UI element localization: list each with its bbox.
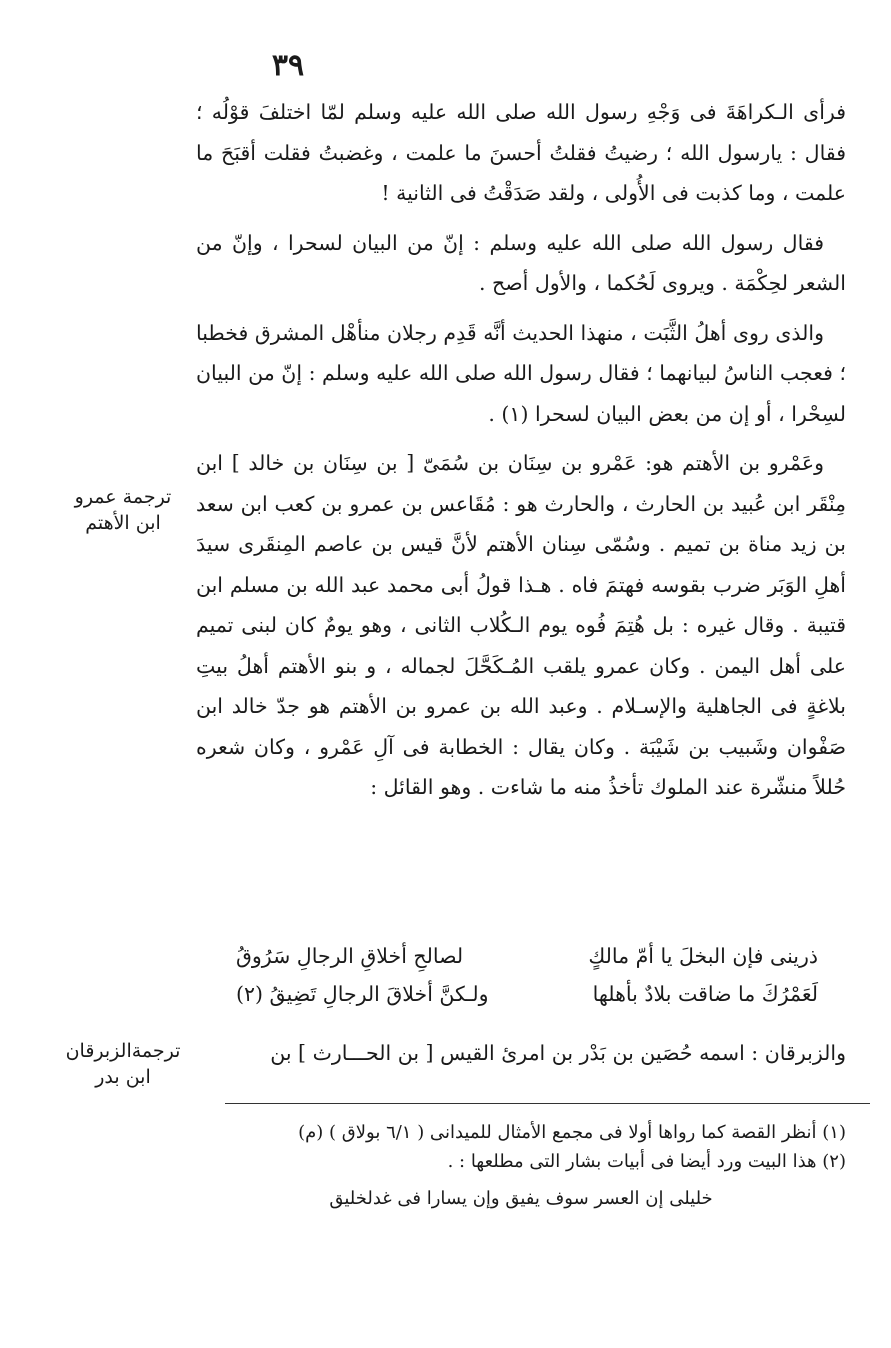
hemistich-second: ولـكنَّ أخلاقَ الرجالِ تَضِيقُ (٢): [236, 982, 489, 1006]
margin-note-zibriqan: [48, 1038, 198, 1090]
hemistich-first: لَعَمْرُكَ ما ضاقت بلادٌ بأهلها: [592, 982, 818, 1006]
paragraph-4: وعَمْرو بن الأهتم هو: عَمْرو بن سِنَان بن سُمَىّ [ بن سِنَان بن خالد ] ابن مِنْقَر ابن عُبيد بن الحارث ، والحارث هو : مُقَاعس بن عمرو بن كعب ابن سعد بن زيد مناة بن تميم . وسُمّى سِنان الأهتم لأنَّ قيس بن عاصم المِنقَرى سيدَ أهلِ الوَبَر ضرب بقوسه فهتمَ فاه . هـذا قولُ أبى محمد عبد الله بن مسلم ابن قتيبة . وقال غيره : بل هُتِمَ فُوه يوم الـكُلاب الثانى ، وهو يومٌ كان لبنى تميم على أهل اليمن . وكان عمرو يلقب المُـكَحَّلَ لجماله ، و بنو الأهتم أهلُ بيتِ بلاغةٍ فى الجاهلية والإسـلام . وعبد الله بن عمرو بن الأهتم هو جدّ خالد ابن صَفْوان وشَبيب بن شَيْبَة . وكان يقال : الخطابة فى آلِ عَمْرو ، وكان شعره حُللاً منشّرة عند الملوك تأخذُ منه ما شاءت . وهو القائل :: [196, 451, 846, 799]
paragraph-zibriqan: والزبرقان : اسمه حُصَين بن بَدْر بن امرئ القيس [ بن الحـــارث ] بن: [270, 1041, 846, 1065]
margin-note-line: ترجمة عمرو: [74, 486, 172, 508]
margin-note-line: ترجمةالزبرقان: [65, 1040, 181, 1062]
margin-note-line: ابن بدر: [95, 1066, 151, 1088]
hemistich-first: ذرينى فإن البخلَ يا أمّ مالكٍ: [588, 944, 818, 968]
footnote-2-verse: خليلى إن العسر سوف يفيق وإن يسارا فى غدلخليق: [329, 1188, 713, 1209]
paragraph-1: فرأى الـكراهَةَ فى وَجْهِ رسول الله صلى الله عليه وسلم لمّا اختلفَ قوْلُه ؛ فقال : يارسول الله ؛ رضيتُ فقلتُ أحسنَ ما علمت ، وغضبتُ فقلت أقبَحَ ما علمت ، وما كذبت فى الأُولى ، ولقد صَدَقْتُ فى الثانية !: [196, 100, 846, 205]
page-number: ٣٩: [271, 48, 305, 83]
poem: [196, 937, 846, 1013]
footnotes: [196, 1118, 846, 1213]
footnote-divider: [225, 1103, 870, 1104]
footnote-1: (١) أنظر القصة كما رواها أولا فى مجمع الأمثال للميدانى ( ٦/١ بولاق ) (م): [298, 1122, 846, 1143]
margin-note-amr: [48, 484, 198, 536]
poem-verse-2: [196, 975, 846, 1013]
paragraph-2: فقال رسول الله صلى الله عليه وسلم : إنّ من البيان لسحرا ، وإنّ من الشعر لحِكْمَة . ويروى لَحُكما ، والأول أصح .: [196, 230, 846, 295]
hemistich-second: لصالحِ أخلاقِ الرجالِ سَرُوقُ: [236, 944, 464, 968]
footnote-2: (٢) هذا البيت ورد أيضا فى أبيات بشار التى مطلعها : .: [447, 1151, 846, 1172]
margin-note-line: ابن الأهتم: [85, 512, 161, 534]
poem-verse-1: [196, 937, 846, 975]
main-text: [196, 92, 846, 817]
paragraph-3: والذى روى أهلُ الثَّبَت ، منهذا الحديث أنَّه قَدِم رجلان منأهْل المشرق فخطبا ؛ فعجب الناسُ لبيانهما ؛ فقال رسول الله صلى الله عليه وسلم : إنّ من البيان لسِحْرا ، أو إن من بعض البيان لسحرا (١) .: [196, 320, 846, 426]
